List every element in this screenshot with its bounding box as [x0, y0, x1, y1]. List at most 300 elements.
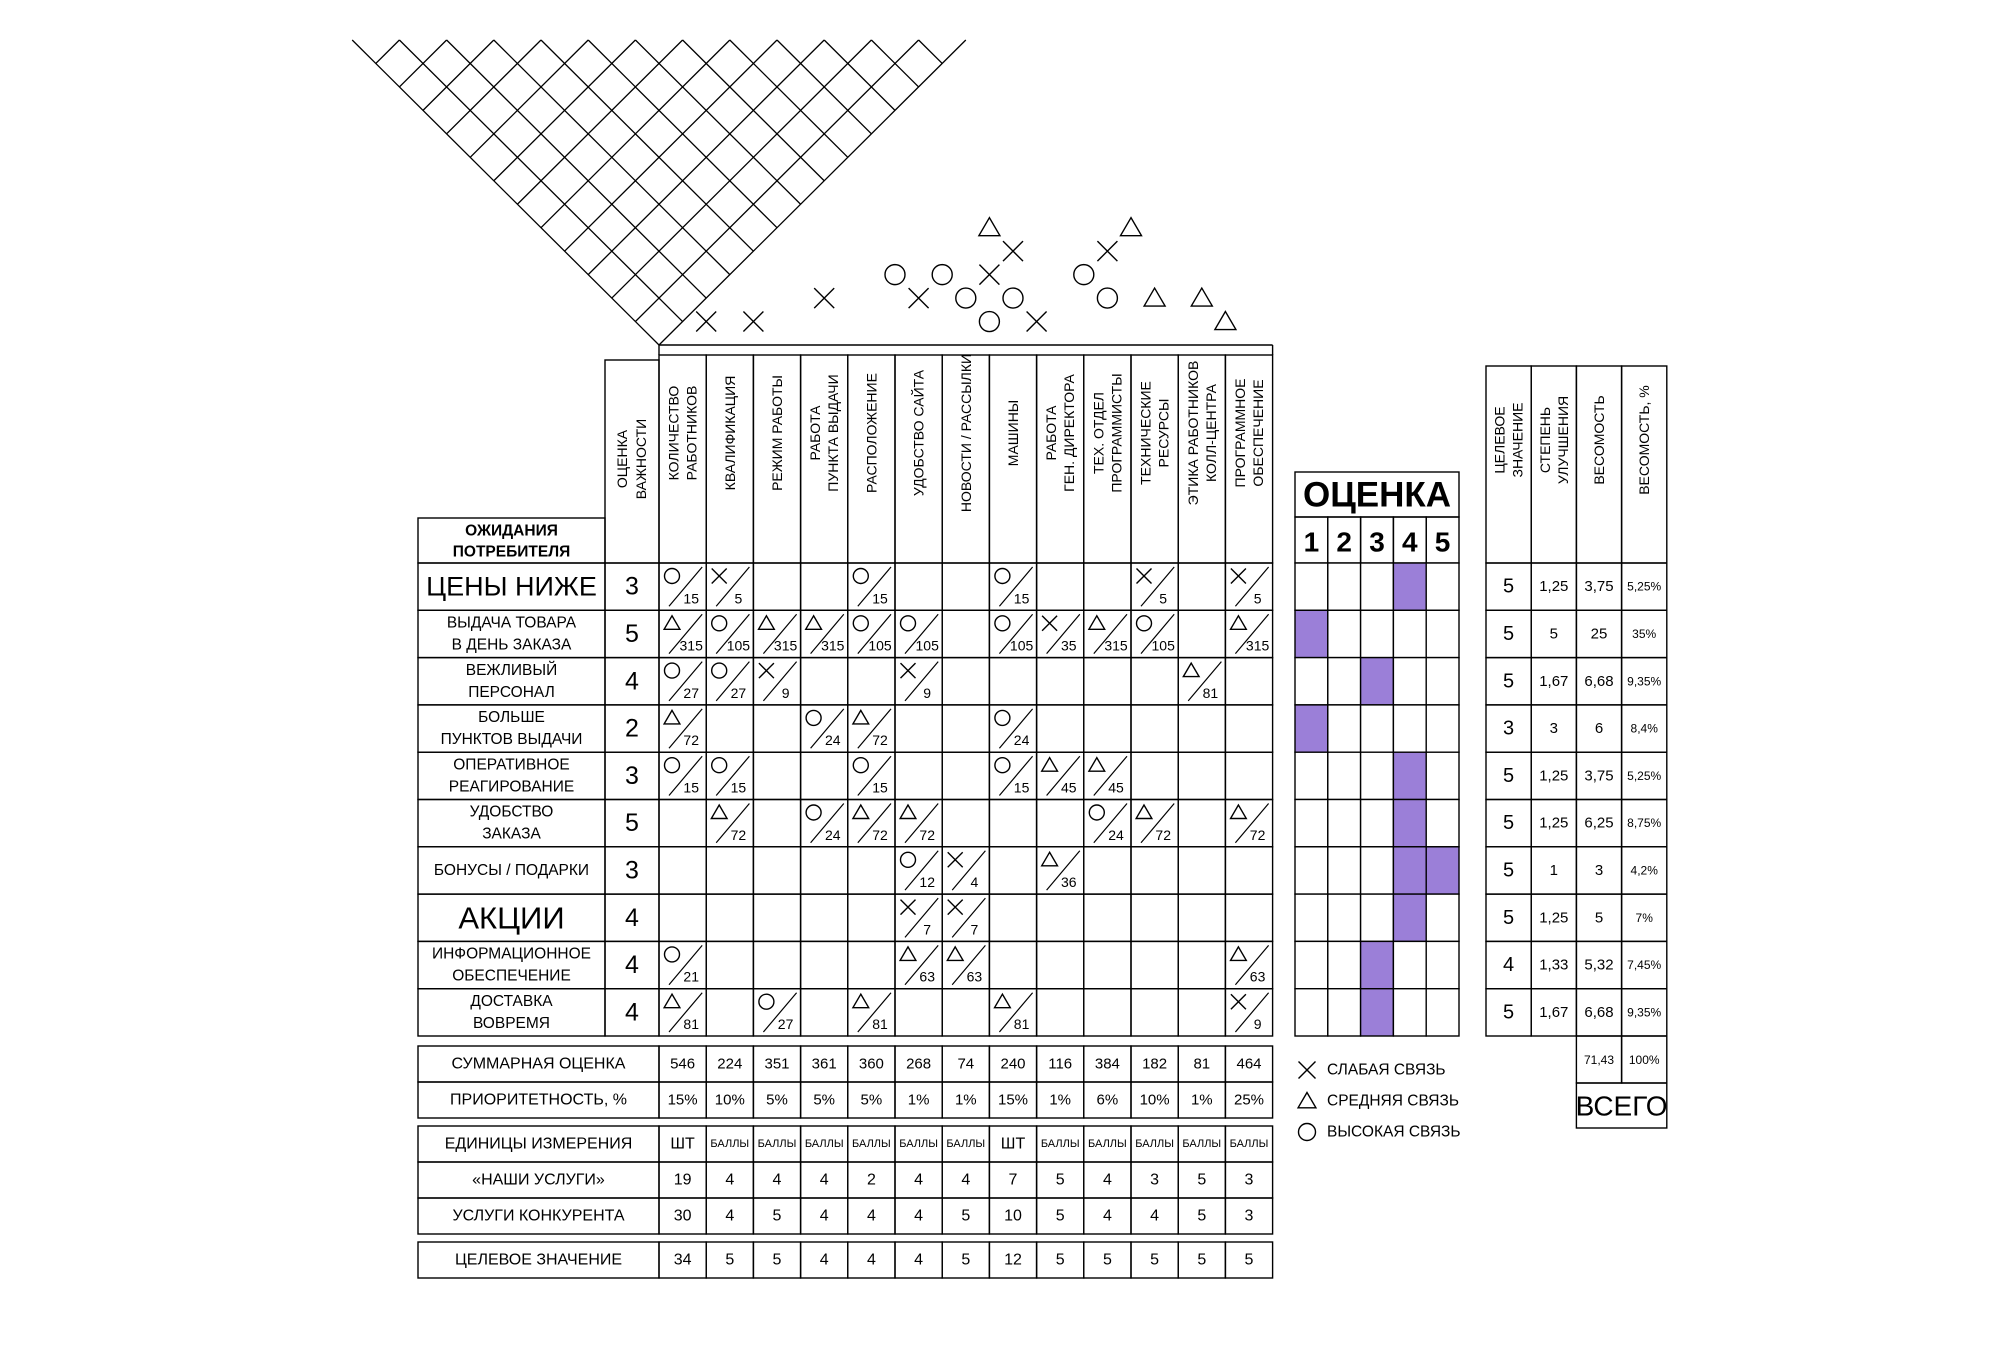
relation-cell — [1084, 847, 1131, 894]
rating-cell — [1295, 894, 1328, 941]
competitor-service-value: 4 — [1102, 1207, 1112, 1225]
relation-cross-icon — [901, 900, 916, 915]
relation-diagonal — [1141, 567, 1174, 606]
roof-grid-line — [423, 40, 494, 110]
our-service-value: 7 — [1008, 1171, 1018, 1189]
relation-cell — [989, 894, 1036, 941]
weight-value: 5 — [1594, 909, 1604, 927]
relation-score: 24 — [1108, 826, 1124, 843]
relation-triangle-icon — [995, 994, 1011, 1008]
improvement-ratio: 5 — [1549, 625, 1558, 643]
relation-cell — [753, 705, 800, 752]
rating-cell — [1361, 752, 1394, 799]
relation-score: 15 — [872, 779, 888, 796]
target-value-row-value: 4 — [819, 1251, 829, 1269]
total-score-value: 224 — [717, 1055, 743, 1073]
relation-cell — [895, 752, 942, 799]
relation-score: 45 — [1108, 779, 1124, 796]
relation-triangle-icon — [900, 947, 916, 961]
relation-score: 27 — [777, 1016, 794, 1032]
total-score-value: 182 — [1142, 1055, 1168, 1073]
our-service-value: 2 — [866, 1171, 876, 1189]
characteristic-label: РАСПОЛОЖЕНИЕ — [863, 373, 880, 493]
expectation-label: ОБЕСПЕЧЕНИЕ — [452, 967, 571, 985]
target-value: 5 — [1503, 906, 1515, 929]
rating-cell — [1426, 752, 1459, 799]
relation-cell — [848, 941, 895, 988]
rating-cell — [1426, 941, 1459, 988]
legend-label: СРЕДНЯЯ СВЯЗЬ — [1327, 1092, 1459, 1110]
roof-correlation-cross — [1097, 241, 1117, 261]
priority-value: 1% — [907, 1091, 930, 1109]
relation-score: 72 — [1155, 826, 1171, 843]
relation-cell — [1037, 989, 1084, 1036]
characteristic-label: КВАЛИФИКАЦИЯ — [721, 375, 738, 491]
roof-correlation-cross — [814, 288, 834, 308]
importance-header-label: ВАЖНОСТИ — [633, 418, 649, 500]
relation-score: 315 — [821, 637, 845, 654]
relation-circle-icon — [853, 616, 868, 631]
relation-circle-icon — [995, 710, 1010, 725]
relation-score: 5 — [1253, 590, 1262, 607]
roof-correlation-cross — [1027, 312, 1047, 332]
roof-correlation-triangle — [1191, 288, 1212, 306]
relation-score: 36 — [1061, 874, 1077, 891]
relation-cell — [801, 847, 848, 894]
rating-cell-selected — [1295, 610, 1328, 657]
relation-score: 15 — [730, 779, 747, 796]
importance-value: 5 — [625, 619, 639, 648]
relation-triangle-icon — [1231, 805, 1247, 819]
relation-score: 81 — [683, 1016, 699, 1032]
rating-cell-selected — [1295, 705, 1328, 752]
rating-cell — [1393, 989, 1426, 1036]
relation-triangle-icon — [1231, 947, 1247, 961]
target-value-row-label: ЦЕЛЕВОЕ ЗНАЧЕНИЕ — [454, 1251, 623, 1269]
relation-score: 81 — [1013, 1016, 1030, 1032]
relation-score: 105 — [868, 637, 892, 654]
relation-cell — [659, 847, 706, 894]
relation-cell — [801, 658, 848, 705]
priority-value: 5% — [813, 1091, 836, 1109]
relation-cell — [1225, 894, 1272, 941]
relation-triangle-icon — [1089, 616, 1105, 630]
target-value-row-value: 4 — [866, 1251, 876, 1269]
relation-cell — [1225, 847, 1272, 894]
relation-score: 315 — [1104, 637, 1128, 654]
target-value: 5 — [1503, 670, 1515, 693]
relation-cell — [1037, 941, 1084, 988]
legend-triangle-icon — [1298, 1093, 1316, 1108]
expectation-label: ЦЕНЫ НИЖЕ — [426, 571, 597, 602]
our-service-value: 3 — [1244, 1171, 1254, 1189]
roof-grid-line — [635, 40, 800, 204]
expectation-label: БОЛЬШЕ — [478, 709, 545, 727]
roof-correlation-circle — [932, 265, 952, 285]
characteristic-label: ТЕХ. ОТДЕЛ — [1090, 392, 1107, 474]
relation-circle-icon — [712, 758, 727, 773]
improvement-ratio: 1,67 — [1539, 1003, 1569, 1021]
expectation-label: ПЕРСОНАЛ — [468, 683, 555, 701]
relation-score: 45 — [1061, 779, 1077, 796]
relation-cell — [1225, 752, 1272, 799]
relation-cell — [1037, 894, 1084, 941]
unit-value: БАЛЛЫ — [1182, 1138, 1222, 1150]
improvement-ratio: 1,25 — [1539, 767, 1569, 785]
relation-triangle-icon — [664, 616, 680, 630]
expectation-label: ИНФОРМАЦИОННОЕ — [431, 945, 592, 963]
total-score-value: 240 — [1000, 1055, 1026, 1073]
weight-percent: 8,4% — [1630, 721, 1658, 736]
unit-value: БАЛЛЫ — [710, 1138, 750, 1150]
relation-circle-icon — [665, 947, 680, 962]
weight-value: 25 — [1590, 625, 1608, 643]
rating-cell — [1328, 705, 1361, 752]
priority-value: 10% — [1139, 1091, 1170, 1109]
competitor-service-value: 5 — [1055, 1207, 1065, 1225]
unit-value: БАЛЛЫ — [1229, 1138, 1269, 1150]
relation-cell — [706, 705, 753, 752]
roof-correlation-circle — [1003, 288, 1023, 308]
relation-cell — [1084, 941, 1131, 988]
weight-percent: 5,25% — [1627, 579, 1662, 594]
unit-label: ЕДИНИЦЫ ИЗМЕРЕНИЯ — [444, 1135, 633, 1153]
relation-cell — [801, 894, 848, 941]
importance-value: 3 — [625, 856, 639, 885]
characteristic-label: РАБОТА — [1043, 405, 1060, 461]
relation-cross-icon — [1137, 569, 1152, 584]
total-score-value: 360 — [858, 1055, 884, 1073]
target-value-row-value: 5 — [725, 1251, 735, 1269]
rating-cell — [1361, 610, 1394, 657]
roof-grid-line — [447, 40, 707, 298]
roof-correlation-circle — [1097, 288, 1117, 308]
weight-percent: 7,45% — [1627, 958, 1662, 973]
roof-correlation-cross — [1003, 241, 1023, 261]
relation-score: 63 — [1249, 968, 1266, 985]
rating-cell — [1393, 658, 1426, 705]
characteristic-label: МАШИНЫ — [1005, 399, 1021, 467]
characteristic-label: РЕСУРСЫ — [1155, 398, 1172, 468]
relation-cell — [1131, 989, 1178, 1036]
expectation-label: БОНУСЫ / ПОДАРКИ — [433, 861, 590, 879]
relation-cell — [848, 658, 895, 705]
rating-cell — [1295, 800, 1328, 847]
weight-percent: 9,35% — [1627, 674, 1662, 689]
right-table-header-label: ЦЕЛЕВОЕ — [1491, 406, 1508, 474]
right-table-header-label: ВЕСОМОСТЬ — [1591, 395, 1607, 485]
improvement-ratio: 1 — [1549, 861, 1558, 879]
unit-value: БАЛЛЫ — [1040, 1138, 1080, 1150]
characteristic-label: ТЕХНИЧЕСКИЕ — [1137, 381, 1154, 485]
weight-percent: 9,35% — [1627, 1005, 1662, 1020]
unit-value: БАЛЛЫ — [1088, 1138, 1127, 1150]
rating-cell — [1361, 563, 1394, 610]
weight-percent: 4,2% — [1630, 863, 1658, 878]
relation-circle-icon — [995, 616, 1010, 631]
target-value-row-value: 5 — [1102, 1251, 1112, 1269]
relation-circle-icon — [806, 805, 821, 820]
relation-cell — [1084, 658, 1131, 705]
expectation-label: ВОВРЕМЯ — [472, 1014, 551, 1032]
rating-cell — [1426, 610, 1459, 657]
roof-correlation-triangle — [1215, 312, 1236, 330]
weight-percent: 35% — [1632, 626, 1657, 641]
roof-grid-line — [376, 40, 400, 63]
rating-scale-number: 2 — [1336, 526, 1352, 558]
expectation-label: В ДЕНЬ ЗАКАЗА — [451, 636, 572, 654]
target-value-row-value: 34 — [673, 1251, 692, 1269]
relation-score: 315 — [679, 637, 703, 654]
target-value-row-value: 5 — [1197, 1251, 1207, 1269]
competitor-service-value: 4 — [725, 1207, 735, 1225]
relation-cross-icon — [901, 663, 916, 678]
relation-cell — [1084, 563, 1131, 610]
roof-grid-line — [730, 40, 848, 157]
unit-value: ШТ — [1000, 1135, 1026, 1153]
relation-circle-icon — [995, 569, 1010, 584]
correlation-roof — [352, 40, 1272, 355]
relation-cell — [801, 752, 848, 799]
target-value-row-value: 12 — [1004, 1251, 1022, 1269]
target-value: 5 — [1503, 812, 1515, 835]
importance-value: 5 — [625, 809, 639, 838]
target-value: 5 — [1503, 1001, 1515, 1024]
relation-cell — [1084, 894, 1131, 941]
expectation-label: ДОСТАВКА — [470, 992, 553, 1010]
relation-cell — [1178, 989, 1225, 1036]
relation-cell — [1178, 800, 1225, 847]
rating-cell — [1328, 610, 1361, 657]
importance-value: 2 — [625, 714, 639, 743]
priority-value: 1% — [1049, 1091, 1072, 1109]
rating-cell — [1295, 989, 1328, 1036]
unit-value: БАЛЛЫ — [804, 1138, 844, 1150]
characteristic-label: НОВОСТИ / РАССЫЛКИ — [957, 353, 974, 513]
relation-score: 15 — [683, 779, 699, 796]
relation-triangle-icon — [853, 710, 869, 724]
relation-score: 105 — [1009, 637, 1034, 654]
target-value-row-value: 5 — [772, 1251, 782, 1269]
our-service-value: 4 — [914, 1171, 924, 1189]
rating-cell — [1393, 705, 1426, 752]
rating-cell — [1361, 847, 1394, 894]
relation-circle-icon — [665, 758, 680, 773]
roof-correlation-circle — [956, 288, 976, 308]
rating-cell — [1426, 658, 1459, 705]
rating-cell-selected — [1361, 658, 1394, 705]
rating-cell-selected — [1361, 989, 1394, 1036]
competitor-service-value: 5 — [961, 1207, 971, 1225]
expectation-label: ВЫДАЧА ТОВАРА — [446, 614, 577, 632]
weight-value: 3 — [1594, 861, 1604, 879]
relation-score: 72 — [1249, 826, 1266, 843]
total-score-value: 268 — [906, 1055, 932, 1073]
rating-cell — [1393, 941, 1426, 988]
competitor-service-value: 3 — [1244, 1207, 1254, 1225]
competitor-service-value: 4 — [819, 1207, 829, 1225]
relation-diagonal — [905, 662, 938, 701]
total-score-value: 384 — [1094, 1055, 1120, 1073]
relation-cross-icon — [1231, 569, 1246, 584]
relation-triangle-icon — [900, 805, 916, 819]
relation-triangle-icon — [1042, 758, 1058, 772]
total-percent-value: 100% — [1628, 1053, 1660, 1067]
relation-cell — [801, 989, 848, 1036]
relation-score: 63 — [919, 968, 935, 985]
unit-value: БАЛЛЫ — [946, 1138, 986, 1150]
total-score-value: 81 — [1193, 1055, 1211, 1073]
relation-triangle-icon — [1136, 805, 1152, 819]
legend-cross-icon — [1299, 1062, 1316, 1079]
roof-correlation-circle — [1074, 265, 1094, 285]
relation-score: 315 — [773, 637, 798, 654]
weight-value: 3,75 — [1584, 578, 1614, 596]
expectation-label: ПУНКТОВ ВЫДАЧИ — [440, 731, 583, 749]
relation-diagonal — [716, 567, 749, 606]
roof-grid-line — [612, 40, 872, 298]
relation-cell — [1225, 705, 1272, 752]
relation-diagonal — [1235, 993, 1268, 1032]
relation-cell — [942, 563, 989, 610]
rating-cell — [1328, 752, 1361, 799]
rating-cell-selected — [1393, 752, 1426, 799]
characteristic-label: КОЛИЧЕСТВО — [665, 385, 682, 481]
rating-cell — [1295, 752, 1328, 799]
relation-triangle-icon — [853, 805, 869, 819]
priority-value: 6% — [1096, 1091, 1119, 1109]
weight-percent: 7% — [1635, 910, 1653, 925]
relation-cell — [989, 941, 1036, 988]
characteristic-label: УДОБСТВО САЙТА — [910, 369, 927, 497]
expectations-header-label: ПОТРЕБИТЕЛЯ — [452, 543, 571, 561]
relation-score: 24 — [825, 732, 841, 749]
relation-circle-icon — [853, 569, 868, 584]
relation-cell — [942, 658, 989, 705]
relation-cell — [1037, 563, 1084, 610]
priority-value: 15% — [997, 1091, 1029, 1109]
rating-cell — [1426, 989, 1459, 1036]
roof-grid-line — [919, 40, 943, 63]
relation-cross-icon — [948, 900, 963, 915]
characteristic-label: ПУНКТА ВЫДАЧИ — [825, 374, 842, 492]
priority-value: 15% — [667, 1091, 698, 1109]
relation-diagonal — [952, 898, 985, 937]
relation-cell — [753, 563, 800, 610]
relation-triangle-icon — [759, 616, 775, 630]
priority-value: 25% — [1233, 1091, 1265, 1109]
competitor-service-value: 5 — [1197, 1207, 1207, 1225]
relation-circle-icon — [712, 663, 727, 678]
characteristic-label: КОЛЛ-ЦЕНТРА — [1202, 384, 1219, 482]
relation-triangle-icon — [806, 616, 822, 630]
our-service-value: 4 — [819, 1171, 829, 1189]
rating-scale-number: 5 — [1434, 526, 1451, 558]
our-service-value: 19 — [673, 1171, 692, 1189]
relation-score: 81 — [872, 1016, 888, 1032]
rating-scale-number: 1 — [1303, 526, 1320, 558]
relation-cell — [895, 563, 942, 610]
our-service-value: 4 — [725, 1171, 735, 1189]
relation-score: 15 — [1013, 590, 1030, 607]
rating-cell — [1328, 989, 1361, 1036]
rating-cell-selected — [1393, 847, 1426, 894]
roof-correlation-cross — [743, 312, 763, 332]
relation-cell — [1225, 658, 1272, 705]
total-score-value: 361 — [811, 1055, 837, 1073]
relation-triangle-icon — [1089, 758, 1105, 772]
competitor-service-value: 5 — [772, 1207, 782, 1225]
rating-cell — [1328, 941, 1361, 988]
rating-cell — [1393, 610, 1426, 657]
total-score-value: 464 — [1236, 1055, 1262, 1073]
expectation-label: ВЕЖЛИВЫЙ — [465, 661, 558, 679]
our-service-value: 5 — [1055, 1171, 1065, 1189]
relation-triangle-icon — [1183, 663, 1199, 677]
characteristic-label: ПРОГРАММИСТЫ — [1108, 373, 1125, 493]
our-service-value: 4 — [1102, 1171, 1112, 1189]
rating-cell-selected — [1393, 800, 1426, 847]
relation-triangle-icon — [664, 994, 680, 1008]
relation-score: 9 — [923, 684, 932, 701]
competitor-service-value: 4 — [1150, 1207, 1160, 1225]
relation-score: 72 — [919, 826, 935, 843]
relation-cell — [753, 752, 800, 799]
relation-score: 105 — [1151, 637, 1175, 654]
priority-value: 10% — [714, 1091, 745, 1109]
relation-circle-icon — [901, 852, 916, 867]
relation-cell — [895, 705, 942, 752]
weight-percent: 8,75% — [1627, 816, 1662, 831]
weight-value: 5,32 — [1584, 956, 1614, 974]
expectation-label: УДОБСТВО — [469, 803, 554, 821]
relation-cross-icon — [712, 569, 727, 584]
relation-cell — [942, 800, 989, 847]
roof-grid-line — [470, 40, 588, 157]
relation-cell — [848, 894, 895, 941]
relation-cell — [989, 800, 1036, 847]
total-label: ВСЕГО — [1575, 1090, 1668, 1122]
relation-score: 15 — [1013, 779, 1030, 796]
right-table-header-label: ВЕСОМОСТЬ, % — [1636, 385, 1653, 495]
relation-circle-icon — [1137, 616, 1152, 631]
relation-cell — [1037, 658, 1084, 705]
target-value-row-value: 5 — [1055, 1251, 1065, 1269]
relation-cell — [801, 941, 848, 988]
relation-score: 72 — [730, 826, 747, 843]
rating-cell — [1426, 800, 1459, 847]
relation-cell — [1131, 705, 1178, 752]
relation-circle-icon — [853, 758, 868, 773]
relation-cell — [989, 847, 1036, 894]
priority-value: 1% — [1190, 1091, 1213, 1109]
relation-cross-icon — [1042, 616, 1057, 631]
relation-cell — [848, 847, 895, 894]
relation-score: 9 — [1253, 1016, 1262, 1032]
relation-cell — [1131, 752, 1178, 799]
relation-score: 315 — [1245, 637, 1270, 654]
relation-circle-icon — [665, 663, 680, 678]
importance-value: 4 — [625, 998, 639, 1027]
relation-score: 81 — [1202, 684, 1219, 701]
relation-circle-icon — [665, 569, 680, 584]
rating-cell — [1295, 847, 1328, 894]
relation-score: 105 — [915, 637, 939, 654]
characteristic-label: РАБОТА — [807, 405, 824, 461]
legend-label: ВЫСОКАЯ СВЯЗЬ — [1327, 1123, 1461, 1141]
rating-cell — [1328, 800, 1361, 847]
unit-value: БАЛЛЫ — [757, 1138, 797, 1150]
